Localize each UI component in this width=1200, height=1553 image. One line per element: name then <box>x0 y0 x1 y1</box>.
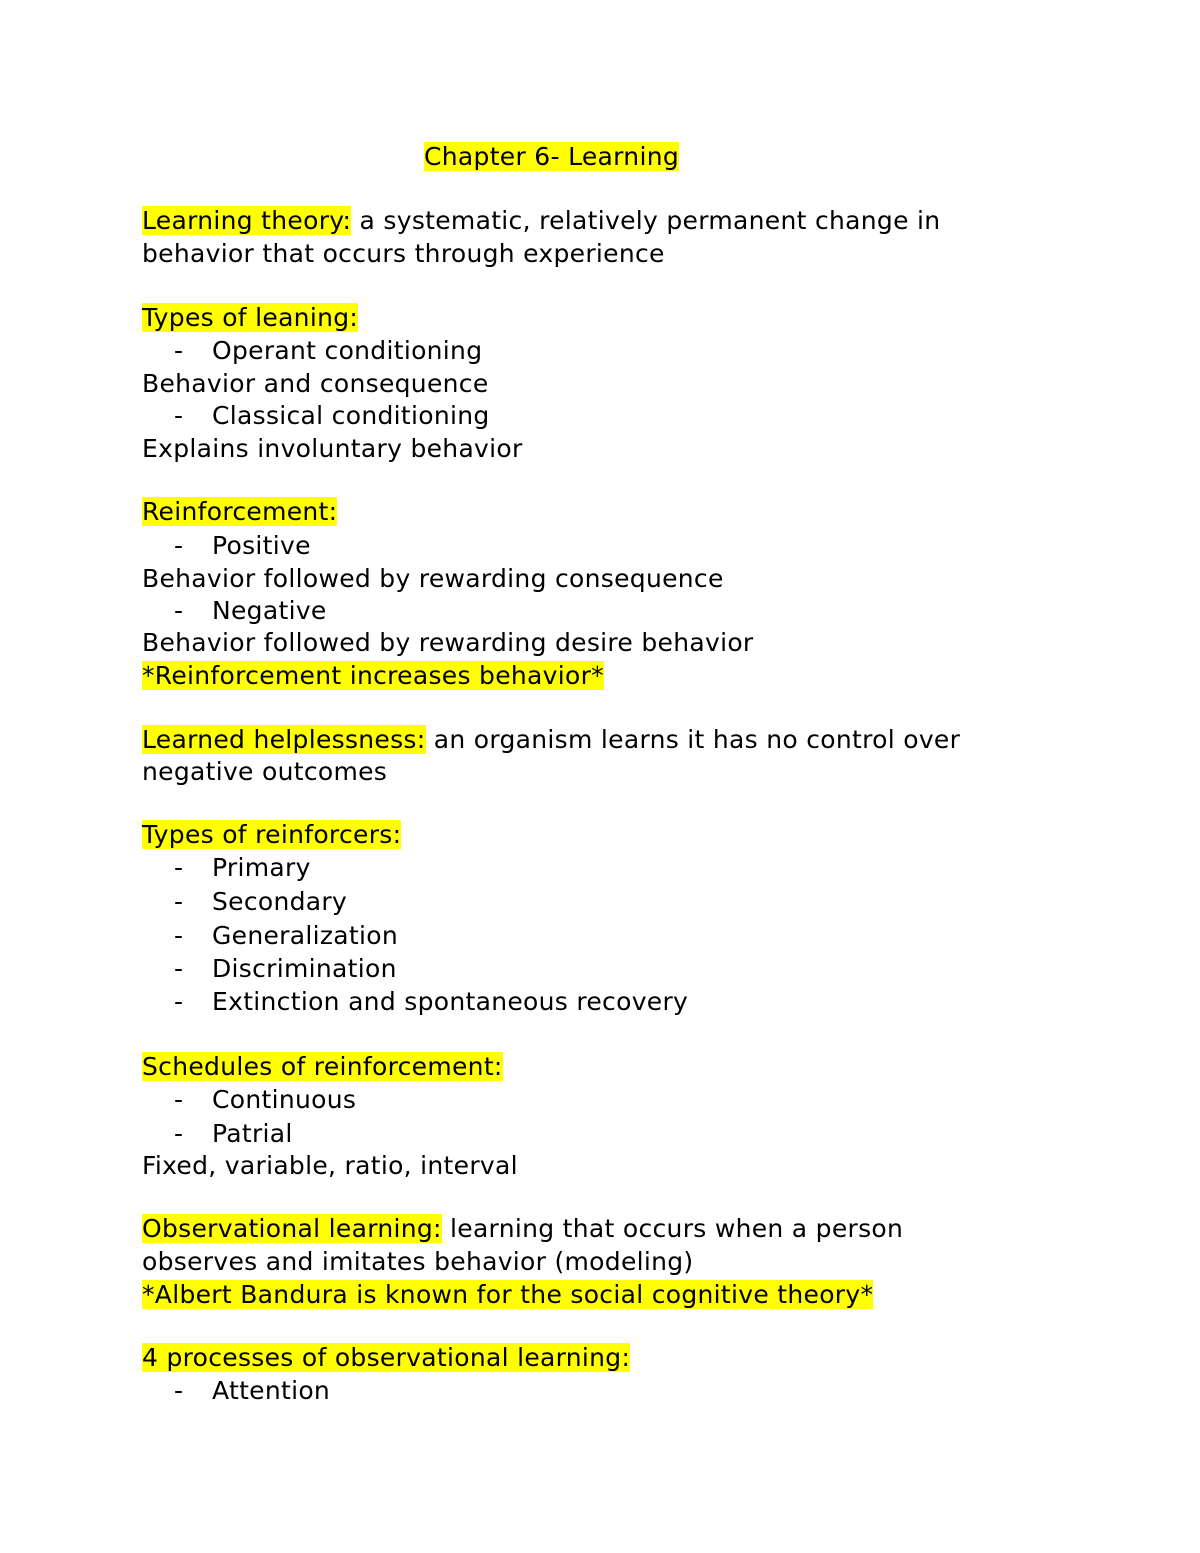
learning-theory-term: Learning theory: <box>142 206 352 235</box>
bullet-dash: - <box>174 401 184 430</box>
bullet-dash: - <box>174 531 184 560</box>
learning-theory-line-2: behavior that occurs through experience <box>142 239 665 268</box>
bullet-dash: - <box>174 1085 184 1114</box>
observational-learning-term: Observational learning: <box>142 1214 442 1243</box>
learned-helplessness-term: Learned helplessness: <box>142 725 426 754</box>
document-page: Chapter 6- Learning Learning theory: a systematic, relatively permanent change in behavior that occurs through experience Types of leaning: - Operant conditioning Behavior and consequence - Classical conditioning Explains involuntary behavior Reinforcement: - Positive Behavior followed by rewarding consequence - Negative Behavior followed by rewarding desire behavior *Reinforcement increases behavior* Learned helplessness: an organism learns it has no control over negative outcomes Types of reinforcers: - Primary - Secondary - Generalization - Discrimination - Extinction and spontaneous recovery Schedules of reinforcement: - Continuous - Patrial Fixed, variable, ratio, interval Observational learning: learning that occurs when a person observes and imitates behavior (modeling) *Albert Bandura is known for the social cognitive theory* 4 processes of observational learning: - Attention <box>0 0 1200 1553</box>
types-of-reinforcers-heading: Types of reinforcers: <box>142 820 402 849</box>
bullet-dash: - <box>174 853 184 882</box>
observational-learning-emphasis: *Albert Bandura is known for the social cognitive theory* <box>142 1280 874 1309</box>
bullet-dash: - <box>174 921 184 950</box>
observational-learning-line-2: observes and imitates behavior (modeling) <box>142 1247 694 1276</box>
types-of-learning-heading: Types of leaning: <box>142 303 359 332</box>
learning-theory-line-1 <box>142 204 940 238</box>
bullet-dash: - <box>174 1119 184 1148</box>
reinforcement-emphasis: *Reinforcement increases behavior* <box>142 661 604 690</box>
bullet-dash: - <box>174 987 184 1016</box>
bullet-dash: - <box>174 596 184 625</box>
types-of-learning-note-1: Behavior and consequence <box>142 369 489 398</box>
bullet-dash: - <box>174 336 184 365</box>
types-of-learning-note-2: Explains involuntary behavior <box>142 434 523 463</box>
schedules-note: Fixed, variable, ratio, interval <box>142 1151 518 1180</box>
bullet-dash: - <box>174 1376 184 1405</box>
bullet-dash: - <box>174 954 184 983</box>
reinforcement-note-2: Behavior followed by rewarding desire behavior <box>142 628 754 657</box>
page-title: Chapter 6- Learning <box>424 142 680 171</box>
bullet-dash: - <box>174 887 184 916</box>
learned-helplessness-line-2: negative outcomes <box>142 757 388 786</box>
observational-learning-definition: learning that occurs when a person <box>441 1214 904 1243</box>
learning-theory-definition: a systematic, relatively permanent change in <box>351 206 941 235</box>
processes-heading: 4 processes of observational learning: <box>142 1343 631 1372</box>
learned-helplessness-definition: an organism learns it has no control over <box>425 725 961 754</box>
reinforcement-heading: Reinforcement: <box>142 497 338 526</box>
reinforcement-note-1: Behavior followed by rewarding consequence <box>142 564 724 593</box>
learned-helplessness-line-1 <box>142 723 960 757</box>
schedules-heading: Schedules of reinforcement: <box>142 1052 503 1081</box>
observational-learning-line-1 <box>142 1212 903 1246</box>
